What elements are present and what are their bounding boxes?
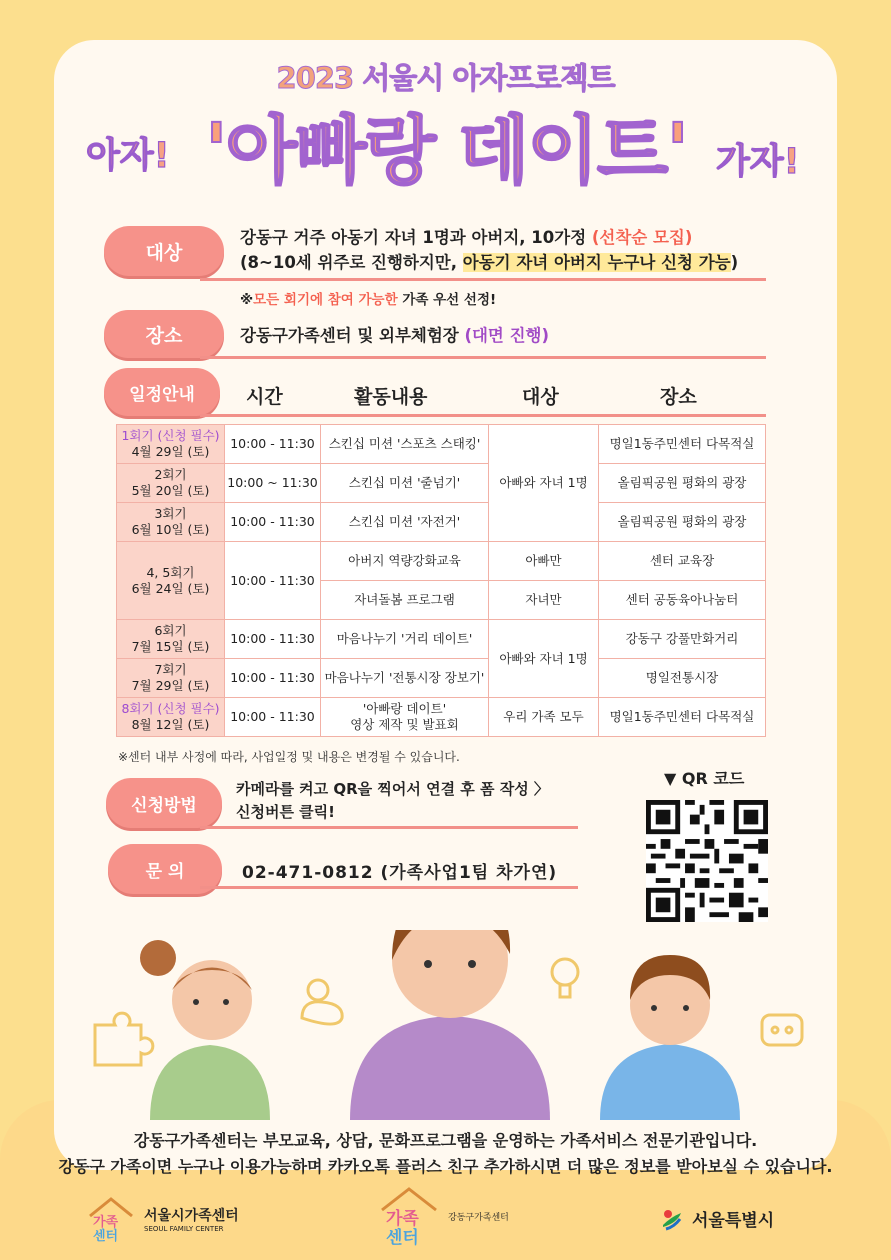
poster-title: '아빠랑 데이트' [205,108,687,194]
target-first-come-note: (선착순 모집) [591,228,693,247]
activity-cell: 아버지 역량강화교육 [321,542,489,581]
table-row [117,620,766,659]
session-date: 4월 29일 (토) [131,444,210,459]
place-cell: 명일1동주민센터 다목적실 [599,698,766,737]
place-cell: 명일전통시장 [599,659,766,698]
time-cell: 10:00 - 11:30 [225,620,321,659]
session-cell [117,464,225,503]
place-cell: 올림픽공원 평화의 광장 [599,503,766,542]
target-label-pill: 대상 [104,226,224,276]
activity-cell: 자녀돌봄 프로그램 [321,581,489,620]
target-line-2-main: (8~10세 위주로 진행하지만, [240,253,463,272]
session-title: 7회기 [154,662,187,678]
lightbulb-icon [552,959,578,997]
target-cell: 우리 가족 모두 [489,698,599,737]
target-cell: 아빠와 자녀 1명 [489,425,599,542]
session-cell [117,698,225,737]
seoul-family-center-logo [86,1196,239,1242]
logo-2-name: 강동구가족센터 [448,1212,509,1223]
schedule-label-pill: 일정안내 [104,368,220,416]
session-title: 4, 5회기 [146,564,195,580]
svg-text:가족: 가족 [93,1215,119,1230]
contact-phone[interactable]: 02-471-0812 (가족사업1팀 차가연) [242,863,558,883]
target-highlight: 아동기 자녀 아버지 누구나 신청 가능 [462,253,731,272]
session-date: 6월 24일 (토) [131,580,210,596]
seoul-city-logo [660,1206,774,1231]
table-row [117,542,766,581]
apply-label-pill: 신청방법 [106,778,222,828]
gangdong-family-center-logo [378,1186,509,1246]
contact-divider [200,886,578,889]
target-cell: 자녀만 [489,581,599,620]
activity-cell: 마음나누기 '거리 데이트' [321,620,489,659]
qr-code[interactable] [646,800,768,922]
place-label-pill: 장소 [104,310,224,358]
session-date: 6월 10일 (토) [131,522,210,537]
house-logo-icon [86,1196,136,1242]
session-title: 2회기 [154,467,187,483]
headline-right-word: 가자! [716,142,800,182]
session-date: 7월 29일 (토) [131,678,210,693]
family-illustration [0,930,891,1120]
place-cell: 올림픽공원 평화의 광장 [599,464,766,503]
house-logo-icon [378,1186,440,1246]
seoul-city-icon [660,1207,684,1231]
table-row [117,425,766,464]
svg-text:센터: 센터 [386,1228,419,1246]
target-line-1 [240,224,692,248]
activity-cell: 스킨십 미션 '줄넘기' [321,464,489,503]
table-row [117,464,766,503]
time-cell: 10:00 - 11:30 [225,425,321,464]
session-title: 8회기 (신청 필수) [121,701,220,717]
place-cell: 센터 공동육아나눔터 [599,581,766,620]
apply-divider [200,826,578,829]
robot-icon [762,1015,802,1045]
time-cell: 10:00 - 11:30 [225,659,321,698]
session-title: 1회기 (신청 필수) [121,428,220,444]
target-cell: 아빠와 자녀 1명 [489,620,599,698]
father-figure [350,930,550,1120]
schedule-header-place: 장소 [660,386,697,408]
logo-1-name: 서울시가족센터 [144,1208,239,1224]
target-line-2-end: ) [730,253,739,272]
time-cell: 10:00 - 11:30 [225,503,321,542]
qr-label: ▼ QR 코드 [664,769,745,788]
schedule-header-activity: 활동내용 [354,386,428,408]
place-mode: (대면 진행) [464,326,550,345]
schedule-divider [200,414,766,417]
activity-cell: 스킨십 미션 '자전거' [321,503,489,542]
rubber-duck-icon [302,980,342,1024]
table-row [117,698,766,737]
apply-line-2: 신청버튼 클릭! [236,803,336,821]
logo-1-sub: SEOUL FAMILY CENTER [144,1225,224,1233]
target-note-emph: 모든 회기에 참여 가능한 [253,292,398,308]
poster-headline [0,92,891,192]
activity-line-1: '아빠랑 데이트' [362,701,447,717]
footer-line-2: 강동구 가족이면 누구나 이용가능하며 카카오톡 플러스 친구 추가하시면 더 많은 정보를 받아보실 수 있습니다. [58,1157,833,1176]
target-line-2 [240,249,738,273]
place-cell: 센터 교육장 [599,542,766,581]
activity-line-2: 영상 제작 및 발표회 [350,717,459,732]
target-note-end: 가족 우선 선정! [397,292,497,308]
session-title: 3회기 [154,506,187,522]
place-divider [200,356,766,359]
place-cell: 명일1동주민센터 다목적실 [599,425,766,464]
apply-line-1: 카메라를 켜고 QR을 찍어서 연결 후 폼 작성 〉 [236,780,549,798]
svg-text:센터: 센터 [93,1229,119,1242]
time-cell: 10:00 - 11:30 [225,542,321,620]
schedule-header-target: 대상 [522,386,559,408]
target-line-1-main: 강동구 거주 아동기 자녀 1명과 아버지, 10가정 [240,228,592,247]
activity-cell: 마음나누기 '전통시장 장보기' [321,659,489,698]
session-date: 5월 20일 (토) [131,483,210,498]
session-title: 6회기 [154,623,187,639]
table-row [117,659,766,698]
activity-cell: 스킨십 미션 '스포츠 스태킹' [321,425,489,464]
schedule-change-note: ※센터 내부 사정에 따라, 사업일정 및 내용은 변경될 수 있습니다. [118,750,460,764]
contact-label-pill: 문 의 [108,844,222,894]
session-cell [117,503,225,542]
place-main: 강동구가족센터 및 외부체험장 [240,326,465,345]
activity-cell [321,698,489,737]
session-cell [117,659,225,698]
puzzle-icon [95,1013,153,1065]
place-text [240,322,549,346]
schedule-header-time: 시간 [246,386,283,408]
session-date: 7월 15일 (토) [131,639,210,654]
table-row [117,503,766,542]
girl-figure [140,940,270,1120]
headline-left-word: 아자! [86,136,170,176]
session-cell [117,425,225,464]
schedule-table [116,424,766,737]
footer-line-1: 강동구가족센터는 부모교육, 상담, 문화프로그램을 운영하는 가족서비스 전문기관입니다. [133,1131,758,1150]
target-cell: 아빠만 [489,542,599,581]
svg-text:가족: 가족 [386,1209,419,1229]
target-divider [200,278,766,281]
time-cell: 10:00 ~ 11:30 [225,464,321,503]
place-cell: 강동구 강풀만화거리 [599,620,766,659]
session-cell [117,542,225,620]
poster-subtitle: 2023 서울시 아자프로젝트 [276,61,615,95]
boy-figure [600,955,740,1120]
time-cell: 10:00 - 11:30 [225,698,321,737]
session-date: 8월 12일 (토) [131,717,210,732]
target-priority-note [240,288,496,308]
logo-3-name: 서울특별시 [692,1211,775,1231]
target-note-prefix: ※ [240,292,254,308]
session-cell [117,620,225,659]
